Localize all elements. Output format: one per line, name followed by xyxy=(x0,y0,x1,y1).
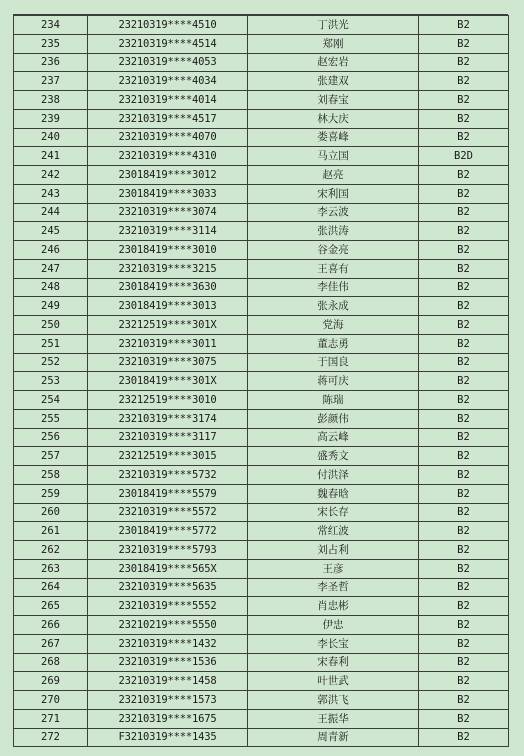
name-cell[interactable]: 宋长存 xyxy=(248,503,419,522)
id-number-cell[interactable]: 23210319****5572 xyxy=(88,503,248,522)
id-number-cell[interactable]: 23212519****3010 xyxy=(88,391,248,410)
license-class-cell[interactable]: B2 xyxy=(419,672,509,691)
license-class-cell[interactable]: B2 xyxy=(419,53,509,72)
table-row[interactable] xyxy=(14,522,509,541)
row-number-cell[interactable]: 261 xyxy=(14,522,88,541)
license-class-cell[interactable]: B2 xyxy=(419,484,509,503)
grid-body xyxy=(14,16,509,747)
row-number-cell[interactable]: 256 xyxy=(14,428,88,447)
row-number-cell[interactable]: 245 xyxy=(14,222,88,241)
table-row[interactable] xyxy=(14,634,509,653)
id-number-cell[interactable]: 23210319****4517 xyxy=(88,109,248,128)
row-number-cell[interactable]: 268 xyxy=(14,653,88,672)
license-class-cell[interactable]: B2 xyxy=(419,616,509,635)
name-cell[interactable]: 伊忠 xyxy=(248,616,419,635)
license-class-cell[interactable]: B2 xyxy=(419,16,509,35)
license-class-cell[interactable]: B2 xyxy=(419,184,509,203)
id-number-cell[interactable]: 23210319****4514 xyxy=(88,34,248,53)
table-row[interactable] xyxy=(14,353,509,372)
row-number-cell[interactable]: 254 xyxy=(14,391,88,410)
name-cell[interactable]: 陈瑞 xyxy=(248,391,419,410)
table-row[interactable] xyxy=(14,428,509,447)
id-number-cell[interactable]: 23210319****3075 xyxy=(88,353,248,372)
name-cell[interactable]: 王振华 xyxy=(248,709,419,728)
id-number-cell[interactable]: 23210319****3117 xyxy=(88,428,248,447)
table-row[interactable] xyxy=(14,391,509,410)
id-number-cell[interactable]: 23210319****4070 xyxy=(88,128,248,147)
license-class-cell[interactable]: B2 xyxy=(419,728,509,747)
id-number-cell[interactable]: 23210319****3215 xyxy=(88,259,248,278)
id-number-cell[interactable]: 23018419****5579 xyxy=(88,484,248,503)
table-row[interactable] xyxy=(14,91,509,110)
license-class-cell[interactable]: B2 xyxy=(419,353,509,372)
table-row[interactable] xyxy=(14,334,509,353)
license-class-cell[interactable]: B2 xyxy=(419,391,509,410)
license-class-cell[interactable]: B2 xyxy=(419,709,509,728)
id-number-cell[interactable]: F3210319****1435 xyxy=(88,728,248,747)
row-number-cell[interactable]: 238 xyxy=(14,91,88,110)
data-grid xyxy=(13,15,509,747)
name-cell[interactable]: 肖忠彬 xyxy=(248,597,419,616)
license-class-cell[interactable]: B2 xyxy=(419,166,509,185)
name-cell[interactable]: 党海 xyxy=(248,316,419,335)
name-cell[interactable]: 丁洪光 xyxy=(248,16,419,35)
table-row[interactable] xyxy=(14,466,509,485)
name-cell[interactable]: 刘占利 xyxy=(248,541,419,560)
row-number-cell[interactable]: 270 xyxy=(14,691,88,710)
id-number-cell[interactable]: 23210319****5552 xyxy=(88,597,248,616)
row-number-cell[interactable]: 243 xyxy=(14,184,88,203)
name-cell[interactable]: 宋春利 xyxy=(248,653,419,672)
name-cell[interactable]: 李云波 xyxy=(248,203,419,222)
id-number-cell[interactable]: 23210319****5732 xyxy=(88,466,248,485)
name-cell[interactable]: 盛秀文 xyxy=(248,447,419,466)
id-number-cell[interactable]: 23210319****4034 xyxy=(88,72,248,91)
table-row[interactable] xyxy=(14,372,509,391)
id-number-cell[interactable]: 23210319****5793 xyxy=(88,541,248,560)
id-number-cell[interactable]: 23212519****301X xyxy=(88,316,248,335)
row-number-cell[interactable]: 258 xyxy=(14,466,88,485)
table-row[interactable] xyxy=(14,559,509,578)
id-number-cell[interactable]: 23210219****5550 xyxy=(88,616,248,635)
license-class-cell[interactable]: B2 xyxy=(419,91,509,110)
name-cell[interactable]: 蒋可庆 xyxy=(248,372,419,391)
name-cell[interactable]: 周青新 xyxy=(248,728,419,747)
row-number-cell[interactable]: 257 xyxy=(14,447,88,466)
name-cell[interactable]: 张建双 xyxy=(248,72,419,91)
table-row[interactable] xyxy=(14,503,509,522)
id-number-cell[interactable]: 23210319****4510 xyxy=(88,16,248,35)
id-number-cell[interactable]: 23210319****3011 xyxy=(88,334,248,353)
id-number-cell[interactable]: 23210319****4053 xyxy=(88,53,248,72)
license-class-cell[interactable]: B2 xyxy=(419,653,509,672)
license-class-cell[interactable]: B2 xyxy=(419,241,509,260)
license-class-cell[interactable]: B2 xyxy=(419,466,509,485)
license-class-cell[interactable]: B2 xyxy=(419,259,509,278)
table-row[interactable] xyxy=(14,241,509,260)
license-class-cell[interactable]: B2 xyxy=(419,503,509,522)
license-class-cell[interactable]: B2 xyxy=(419,316,509,335)
name-cell[interactable]: 李长宝 xyxy=(248,634,419,653)
license-class-cell[interactable]: B2 xyxy=(419,72,509,91)
license-class-cell[interactable]: B2 xyxy=(419,297,509,316)
name-cell[interactable]: 王喜有 xyxy=(248,259,419,278)
row-number-cell[interactable]: 253 xyxy=(14,372,88,391)
row-number-cell[interactable]: 267 xyxy=(14,634,88,653)
table-row[interactable] xyxy=(14,447,509,466)
table-row[interactable] xyxy=(14,16,509,35)
name-cell[interactable]: 李佳伟 xyxy=(248,278,419,297)
table-row[interactable] xyxy=(14,597,509,616)
table-row[interactable] xyxy=(14,109,509,128)
license-class-cell[interactable]: B2 xyxy=(419,691,509,710)
name-cell[interactable]: 付洪泽 xyxy=(248,466,419,485)
name-cell[interactable]: 魏春晗 xyxy=(248,484,419,503)
license-class-cell[interactable]: B2 xyxy=(419,278,509,297)
id-number-cell[interactable]: 23018419****5772 xyxy=(88,522,248,541)
license-class-cell[interactable]: B2 xyxy=(419,222,509,241)
row-number-cell[interactable]: 269 xyxy=(14,672,88,691)
table-row[interactable] xyxy=(14,616,509,635)
row-number-cell[interactable]: 239 xyxy=(14,109,88,128)
name-cell[interactable]: 彭颜伟 xyxy=(248,409,419,428)
id-number-cell[interactable]: 23210319****3174 xyxy=(88,409,248,428)
name-cell[interactable]: 于国良 xyxy=(248,353,419,372)
table-row[interactable] xyxy=(14,672,509,691)
table-row[interactable] xyxy=(14,653,509,672)
table-row[interactable] xyxy=(14,72,509,91)
license-class-cell[interactable]: B2 xyxy=(419,634,509,653)
table-row[interactable] xyxy=(14,222,509,241)
id-number-cell[interactable]: 23018419****3013 xyxy=(88,297,248,316)
id-number-cell[interactable]: 23210319****4310 xyxy=(88,147,248,166)
row-number-cell[interactable]: 262 xyxy=(14,541,88,560)
name-cell[interactable]: 常红波 xyxy=(248,522,419,541)
name-cell[interactable]: 高云峰 xyxy=(248,428,419,447)
license-class-cell[interactable]: B2 xyxy=(419,334,509,353)
id-number-cell[interactable]: 23210319****1536 xyxy=(88,653,248,672)
row-number-cell[interactable]: 263 xyxy=(14,559,88,578)
id-number-cell[interactable]: 23210319****3074 xyxy=(88,203,248,222)
license-class-cell[interactable]: B2D xyxy=(419,147,509,166)
license-class-cell[interactable]: B2 xyxy=(419,128,509,147)
license-class-cell[interactable]: B2 xyxy=(419,559,509,578)
table-row[interactable] xyxy=(14,691,509,710)
table-row[interactable] xyxy=(14,541,509,560)
row-number-cell[interactable]: 236 xyxy=(14,53,88,72)
name-cell[interactable]: 宋利国 xyxy=(248,184,419,203)
id-number-cell[interactable]: 23210319****3114 xyxy=(88,222,248,241)
row-number-cell[interactable]: 240 xyxy=(14,128,88,147)
id-number-cell[interactable]: 23018419****301X xyxy=(88,372,248,391)
license-class-cell[interactable]: B2 xyxy=(419,409,509,428)
row-number-cell[interactable]: 248 xyxy=(14,278,88,297)
id-number-cell[interactable]: 23210319****4014 xyxy=(88,91,248,110)
id-number-cell[interactable]: 23210319****1458 xyxy=(88,672,248,691)
id-number-cell[interactable]: 23018419****3010 xyxy=(88,241,248,260)
id-number-cell[interactable]: 23210319****5635 xyxy=(88,578,248,597)
row-number-cell[interactable]: 244 xyxy=(14,203,88,222)
id-number-cell[interactable]: 23018419****565X xyxy=(88,559,248,578)
row-number-cell[interactable]: 264 xyxy=(14,578,88,597)
table-row[interactable] xyxy=(14,278,509,297)
license-class-cell[interactable]: B2 xyxy=(419,34,509,53)
id-number-cell[interactable]: 23212519****3015 xyxy=(88,447,248,466)
table-row[interactable] xyxy=(14,578,509,597)
left-gutter xyxy=(0,0,13,756)
row-number-cell[interactable]: 251 xyxy=(14,334,88,353)
name-cell[interactable]: 马立国 xyxy=(248,147,419,166)
bottom-strip xyxy=(0,750,524,756)
name-cell[interactable]: 赵亮 xyxy=(248,166,419,185)
table-row[interactable] xyxy=(14,147,509,166)
name-cell[interactable]: 谷金亮 xyxy=(248,241,419,260)
license-class-cell[interactable]: B2 xyxy=(419,109,509,128)
license-class-cell[interactable]: B2 xyxy=(419,372,509,391)
license-class-cell[interactable]: B2 xyxy=(419,578,509,597)
name-cell[interactable]: 叶世武 xyxy=(248,672,419,691)
table-row[interactable] xyxy=(14,166,509,185)
license-class-cell[interactable]: B2 xyxy=(419,522,509,541)
license-class-cell[interactable]: B2 xyxy=(419,203,509,222)
row-number-cell[interactable]: 259 xyxy=(14,484,88,503)
row-number-cell[interactable]: 235 xyxy=(14,34,88,53)
table-row[interactable] xyxy=(14,128,509,147)
table-row[interactable] xyxy=(14,34,509,53)
name-cell[interactable]: 刘春宝 xyxy=(248,91,419,110)
name-cell[interactable]: 郑刚 xyxy=(248,34,419,53)
table-row[interactable] xyxy=(14,709,509,728)
row-number-cell[interactable]: 247 xyxy=(14,259,88,278)
name-cell[interactable]: 张洪涛 xyxy=(248,222,419,241)
name-cell[interactable]: 林大庆 xyxy=(248,109,419,128)
name-cell[interactable]: 张永成 xyxy=(248,297,419,316)
name-cell[interactable]: 李圣哲 xyxy=(248,578,419,597)
row-number-cell[interactable]: 246 xyxy=(14,241,88,260)
name-cell[interactable]: 董志勇 xyxy=(248,334,419,353)
row-number-cell[interactable]: 234 xyxy=(14,16,88,35)
row-number-cell[interactable]: 242 xyxy=(14,166,88,185)
name-cell[interactable]: 娄喜峰 xyxy=(248,128,419,147)
name-cell[interactable]: 赵宏岩 xyxy=(248,53,419,72)
id-number-cell[interactable]: 23210319****1432 xyxy=(88,634,248,653)
table-row[interactable] xyxy=(14,53,509,72)
row-number-cell[interactable]: 260 xyxy=(14,503,88,522)
table-row[interactable] xyxy=(14,484,509,503)
row-number-cell[interactable]: 255 xyxy=(14,409,88,428)
row-number-cell[interactable]: 271 xyxy=(14,709,88,728)
table-row[interactable] xyxy=(14,203,509,222)
id-number-cell[interactable]: 23210319****1573 xyxy=(88,691,248,710)
name-cell[interactable]: 王彦 xyxy=(248,559,419,578)
name-cell[interactable]: 郭洪飞 xyxy=(248,691,419,710)
row-number-cell[interactable]: 249 xyxy=(14,297,88,316)
table-row[interactable] xyxy=(14,728,509,747)
license-class-cell[interactable]: B2 xyxy=(419,428,509,447)
table-row[interactable] xyxy=(14,316,509,335)
row-number-cell[interactable]: 241 xyxy=(14,147,88,166)
id-number-cell[interactable]: 23018419****3630 xyxy=(88,278,248,297)
id-number-cell[interactable]: 23018419****3012 xyxy=(88,166,248,185)
row-number-cell[interactable]: 266 xyxy=(14,616,88,635)
table-row[interactable] xyxy=(14,409,509,428)
row-number-cell[interactable]: 272 xyxy=(14,728,88,747)
id-number-cell[interactable]: 23210319****1675 xyxy=(88,709,248,728)
license-class-cell[interactable]: B2 xyxy=(419,541,509,560)
row-number-cell[interactable]: 252 xyxy=(14,353,88,372)
row-number-cell[interactable]: 237 xyxy=(14,72,88,91)
row-number-cell[interactable]: 265 xyxy=(14,597,88,616)
id-number-cell[interactable]: 23018419****3033 xyxy=(88,184,248,203)
table-row[interactable] xyxy=(14,259,509,278)
license-class-cell[interactable]: B2 xyxy=(419,597,509,616)
table-row[interactable] xyxy=(14,297,509,316)
row-number-cell[interactable]: 250 xyxy=(14,316,88,335)
table-row[interactable] xyxy=(14,184,509,203)
license-class-cell[interactable]: B2 xyxy=(419,447,509,466)
